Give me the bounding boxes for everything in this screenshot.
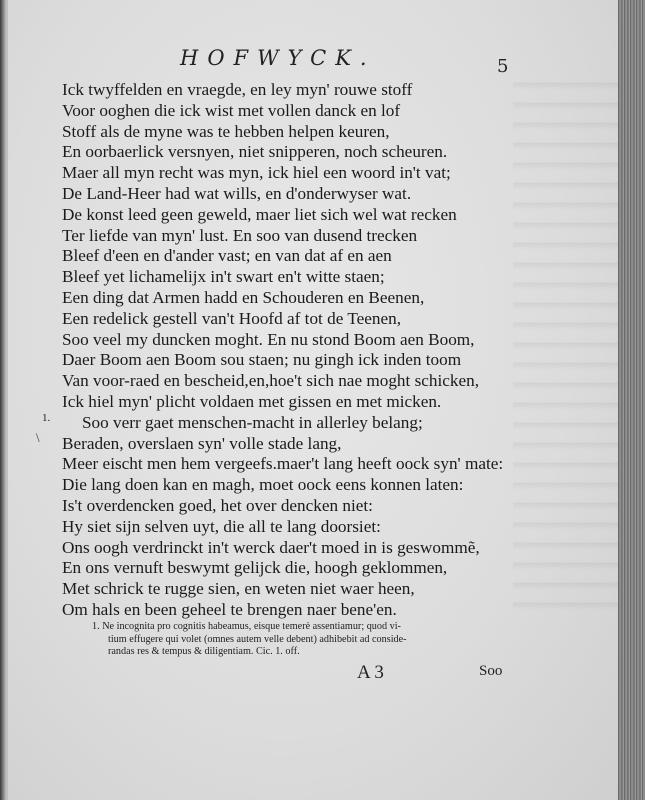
verse-line: Daer Boom aen Boom sou staen; nu gingh ick inden toom — [62, 350, 462, 370]
verse-line: Met schrick te rugge sien, en weten niet waer heen, — [62, 579, 415, 599]
verse-line: Een redelick gestell van't Hoofd af tot de Teenen, — [62, 308, 401, 328]
verse-line: Ter liefde van myn' lust. En soo van dusend trecken — [62, 225, 418, 245]
verse-line: Meer eischt men hem vergeefs.maer't lang heeft oock syn' mate: — [62, 454, 504, 474]
verse-line: Die lang doen kan en magh, moet oock eens konnen laten: — [62, 475, 464, 495]
verse-line: En oorbaerlick versnyen, niet snipperen, noch scheuren. — [62, 142, 448, 162]
verse-line: Een ding dat Armen hadd en Schouderen en Beenen, — [62, 287, 425, 307]
verse-line: De konst leed geen geweld, maer liet sich wel wat recken — [62, 204, 457, 224]
verse-line: Is't overdencken goed, het over dencken niet: — [62, 495, 373, 515]
verse-line: Bleef d'een en d'ander vast; en van dat af en aen — [62, 246, 392, 266]
verse-line: Hy siet sijn selven uyt, die all te lang doorsiet: — [62, 516, 381, 536]
verse-line: Maer all myn recht was myn, ick hiel een woord in't vat; — [62, 163, 451, 183]
verse-line: Om hals en been geheel te brengen naer bene'en. — [62, 599, 397, 619]
verse-line: De Land-Heer had wat wills, en d'onderwyser wat. — [62, 183, 412, 203]
verse-line: Bleef yet lichamelijx in't swart en't witte staen; — [62, 267, 385, 287]
verse-line: Voor ooghen die ick wist met vollen danck en lof — [62, 100, 401, 120]
verse-block — [62, 80, 532, 621]
verse-line: Stoff als de myne was te hebben helpen keuren, — [62, 121, 390, 141]
verse-line: Ick hiel myn' plicht voldaen met gissen en met micken. — [62, 391, 442, 411]
running-title: HOFWYCK. — [180, 46, 376, 70]
verse-line: En ons vernuft beswymt gelijck die, hoogh geklommen, — [62, 558, 448, 578]
signature-mark: A 3 — [357, 662, 384, 683]
verse-line: Soo veel my duncken moght. En nu stond Boom aen Boom, — [62, 329, 475, 349]
footnote — [92, 621, 532, 659]
page-number: 5 — [497, 56, 509, 77]
verse-line: Beraden, overslaen syn' volle stade lang, — [62, 433, 342, 453]
verse-line: Van voor-raed en bescheid,en,hoe't sich nae moght schicken, — [62, 371, 480, 391]
verse-line: Soo verr gaet menschen-macht in allerley belang; — [82, 412, 423, 432]
verse-line: Ons oogh verdrinckt in't werck daer't moed in is geswommẽ, — [62, 537, 480, 557]
verse-line: Ick twyffelden en vraegde, en ley myn' rouwe stoff — [62, 80, 413, 99]
page-stack-edge — [618, 0, 645, 800]
footnote-line: 1. Ne incognita pro cognitis habeamus, eisque temerè assentiamur; quod vi- — [92, 621, 401, 632]
margin-tick-mark: \ — [36, 430, 40, 445]
footnote-line: randas res & tempus & diligentiam. Cic. 1. off. — [108, 646, 300, 658]
margin-note-marker: 1. — [42, 412, 51, 424]
catchword: Soo — [479, 663, 503, 679]
footnote-line: tium effugere qui volet (omnes autem velle debent) adhibebit ad conside- — [108, 633, 407, 645]
